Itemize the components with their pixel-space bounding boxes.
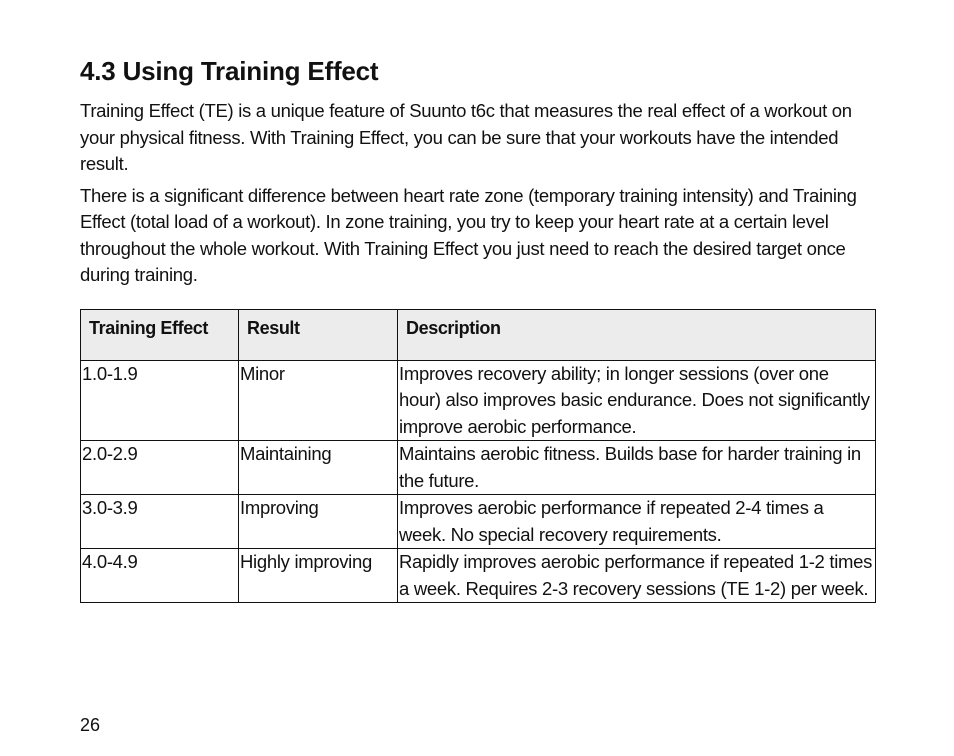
page-number: 26 <box>80 715 101 735</box>
cell-effect: 4.0-4.9 <box>81 549 239 603</box>
cell-result: Highly improving <box>239 549 398 603</box>
zone-comparison-paragraph: There is a significant difference between heart rate zone (temporary training intensity) and Training Effect (total load of a workout). In zone training, you try to keep your heart rate at a certain level throughout the whole workout. With Training Effect you just need to reach the desired target once during training. <box>80 184 857 285</box>
cell-description: Improves recovery ability; in longer sessions (over one hour) also improves basic endurance. Does not significantly improve aerobic performance. <box>398 360 876 441</box>
cell-result: Minor <box>239 360 398 441</box>
cell-description: Maintains aerobic fitness. Builds base for harder training in the future. <box>398 441 876 495</box>
cell-effect: 1.0-1.9 <box>81 360 239 441</box>
cell-description: Rapidly improves aerobic performance if repeated 1-2 times a week. Requires 2-3 recovery sessions (TE 1-2) per week. <box>398 549 876 603</box>
cell-effect: 3.0-3.9 <box>81 495 239 549</box>
table-row <box>81 441 876 495</box>
cell-effect: 2.0-2.9 <box>81 441 239 495</box>
table-row <box>81 495 876 549</box>
table-row <box>81 360 876 441</box>
header-description: Description <box>398 309 876 360</box>
cell-result: Improving <box>239 495 398 549</box>
cell-description: Improves aerobic performance if repeated 2-4 times a week. No special recovery requirements. <box>398 495 876 549</box>
header-result: Result <box>239 309 398 360</box>
section-title: 4.3 Using Training Effect <box>80 56 379 86</box>
training-effect-table <box>80 309 876 604</box>
cell-result: Maintaining <box>239 441 398 495</box>
intro-paragraph: Training Effect (TE) is a unique feature of Suunto t6c that measures the real effect of a workout on your physical fitness. With Training Effect, you can be sure that your workouts have the intended result. <box>80 100 852 174</box>
header-training-effect: Training Effect <box>81 309 239 360</box>
document-page <box>80 54 875 603</box>
table-row <box>81 549 876 603</box>
table-header-row <box>81 309 876 360</box>
